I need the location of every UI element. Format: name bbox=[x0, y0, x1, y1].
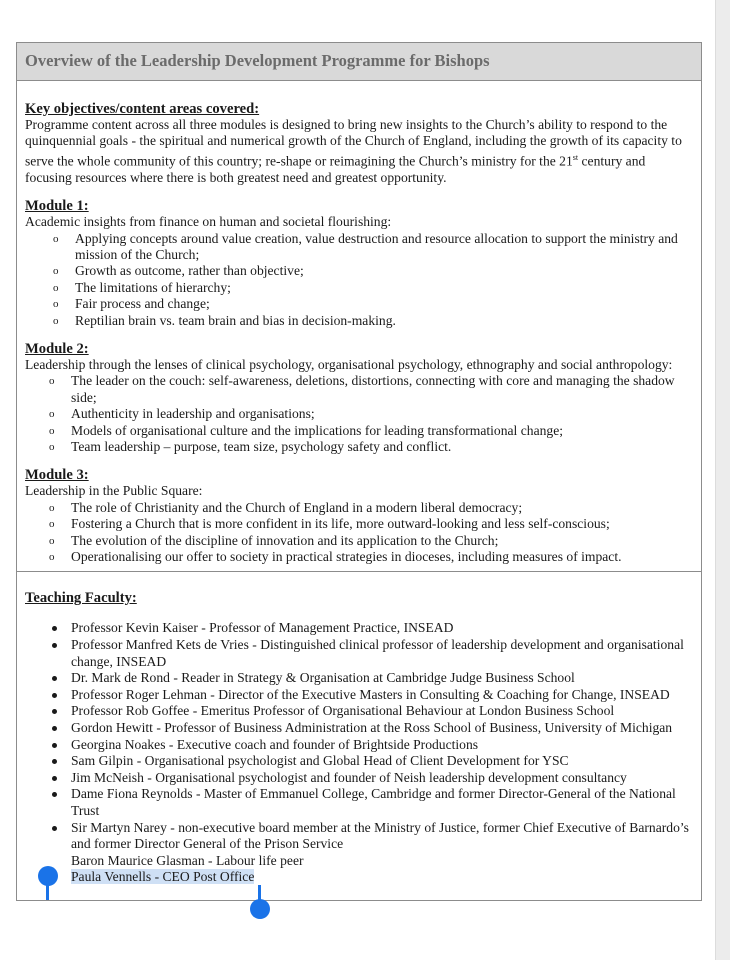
list-item: o Applying concepts around value creation, value destruction and resource allocation to support the ministry and mission of the Church; bbox=[53, 230, 678, 262]
list-item: o Growth as outcome, rather than objective; bbox=[53, 263, 304, 279]
bullet-icon bbox=[52, 759, 57, 764]
module3-intro: Leadership in the Public Square: bbox=[25, 483, 203, 499]
bullet-icon bbox=[52, 776, 57, 781]
bullet-icon bbox=[52, 826, 57, 831]
faculty-cell bbox=[17, 572, 701, 900]
faculty-item: Sir Martyn Narey - non-executive board member at the Ministry of Justice, former Chief Executive of Barnardo’s and former Director General of the Prison Service bbox=[25, 820, 693, 853]
faculty-item: Professor Manfred Kets de Vries - Distinguished clinical professor of leadership development and organisational change, INSEAD bbox=[25, 637, 693, 670]
list-item: o Fair process and change; bbox=[53, 296, 210, 312]
list-item: o Team leadership – purpose, team size, psychology safety and conflict. bbox=[49, 439, 452, 455]
faculty-item: Dr. Mark de Rond - Reader in Strategy & Organisation at Cambridge Judge Business School bbox=[25, 670, 693, 687]
module2-intro: Leadership through the lenses of clinical psychology, organisational psychology, ethnography and social anthropology: bbox=[25, 357, 673, 372]
module2-heading: Module 2: bbox=[25, 341, 89, 357]
scrollbar-track[interactable] bbox=[715, 0, 730, 960]
list-item: o The leader on the couch: self-awareness, deletions, distortions, connecting with core and managing the shadow side; bbox=[49, 373, 675, 405]
faculty-item: Jim McNeish - Organisational psychologist and founder of Neish leadership development consultancy bbox=[25, 770, 693, 787]
faculty-item-selected[interactable] bbox=[25, 869, 693, 886]
selection-start-handle[interactable] bbox=[38, 866, 58, 886]
module3-list bbox=[25, 500, 693, 566]
selection-end-handle[interactable] bbox=[250, 899, 270, 919]
module3-heading: Module 3: bbox=[25, 467, 89, 484]
faculty-item: Gordon Hewitt - Professor of Business Administration at the Ross School of Business, University of Michigan bbox=[25, 720, 693, 737]
content-cell bbox=[17, 81, 701, 572]
bullet-icon bbox=[52, 709, 57, 714]
module1-heading: Module 1: bbox=[25, 198, 89, 215]
list-item: o The role of Christianity and the Church of England in a modern liberal democracy; bbox=[49, 499, 523, 515]
list-item: o Models of organisational culture and the implications for leading transformational change; bbox=[49, 422, 564, 438]
faculty-item: Georgina Noakes - Executive coach and founder of Brightside Productions bbox=[25, 737, 693, 754]
text-selection: Paula Vennells - CEO Post Office bbox=[71, 869, 255, 885]
module1-intro: Academic insights from finance on human and societal flourishing: bbox=[25, 214, 392, 230]
list-item: o The evolution of the discipline of innovation and its application to the Church; bbox=[49, 532, 499, 548]
faculty-item: Sam Gilpin - Organisational psychologist and Global Head of Client Development for YSC bbox=[25, 753, 693, 770]
faculty-item: Baron Maurice Glasman - Labour life peer bbox=[71, 852, 304, 868]
document-title: Overview of the Leadership Development Programme for Bishops bbox=[17, 43, 701, 81]
list-item: o Reptilian brain vs. team brain and bias in decision-making. bbox=[53, 312, 396, 328]
faculty-item: Professor Kevin Kaiser - Professor of Management Practice, INSEAD bbox=[25, 620, 693, 637]
bullet-icon bbox=[52, 693, 57, 698]
faculty-item: Dame Fiona Reynolds - Master of Emmanuel College, Cambridge and former Director-General of the National Trust bbox=[25, 786, 693, 819]
list-item: o Fostering a Church that is more confident in its life, more outward-looking and less self-conscious; bbox=[49, 516, 610, 532]
bullet-icon bbox=[52, 626, 57, 631]
faculty-list bbox=[25, 620, 693, 886]
list-item: o Operationalising our offer to society in practical strategies in dioceses, including measures of impact. bbox=[49, 549, 622, 565]
bullet-icon bbox=[52, 792, 57, 797]
list-item: o The limitations of hierarchy; bbox=[53, 279, 231, 295]
list-item: o Authenticity in leadership and organisations; bbox=[49, 406, 315, 422]
module2-list bbox=[25, 373, 693, 455]
bullet-icon bbox=[52, 726, 57, 731]
bullet-icon bbox=[52, 743, 57, 748]
bullet-icon bbox=[52, 676, 57, 681]
module1-list bbox=[25, 231, 693, 329]
faculty-item: Professor Rob Goffee - Emeritus Professor of Organisational Behaviour at London Business School bbox=[25, 703, 693, 720]
document-table bbox=[16, 42, 702, 901]
selection-start-stem bbox=[46, 884, 49, 900]
bullet-icon bbox=[52, 643, 57, 648]
objectives-text: Programme content across all three modules is designed to bring new insights to the Church’s ability to respond to the quinquennial goals - the spiritual and numerical growth of the Church of England, including the growth of its capacity to serve the whole community of this country; re-shape or reimagining the Church’s ministry for the 21st century and focusing resources where there is both greatest need and greatest opportunity. bbox=[25, 117, 682, 185]
faculty-item: Professor Roger Lehman - Director of the Executive Masters in Consulting & Coaching for Change, INSEAD bbox=[25, 687, 693, 704]
faculty-heading: Teaching Faculty: bbox=[25, 590, 137, 607]
objectives-heading: Key objectives/content areas covered: bbox=[25, 101, 260, 117]
